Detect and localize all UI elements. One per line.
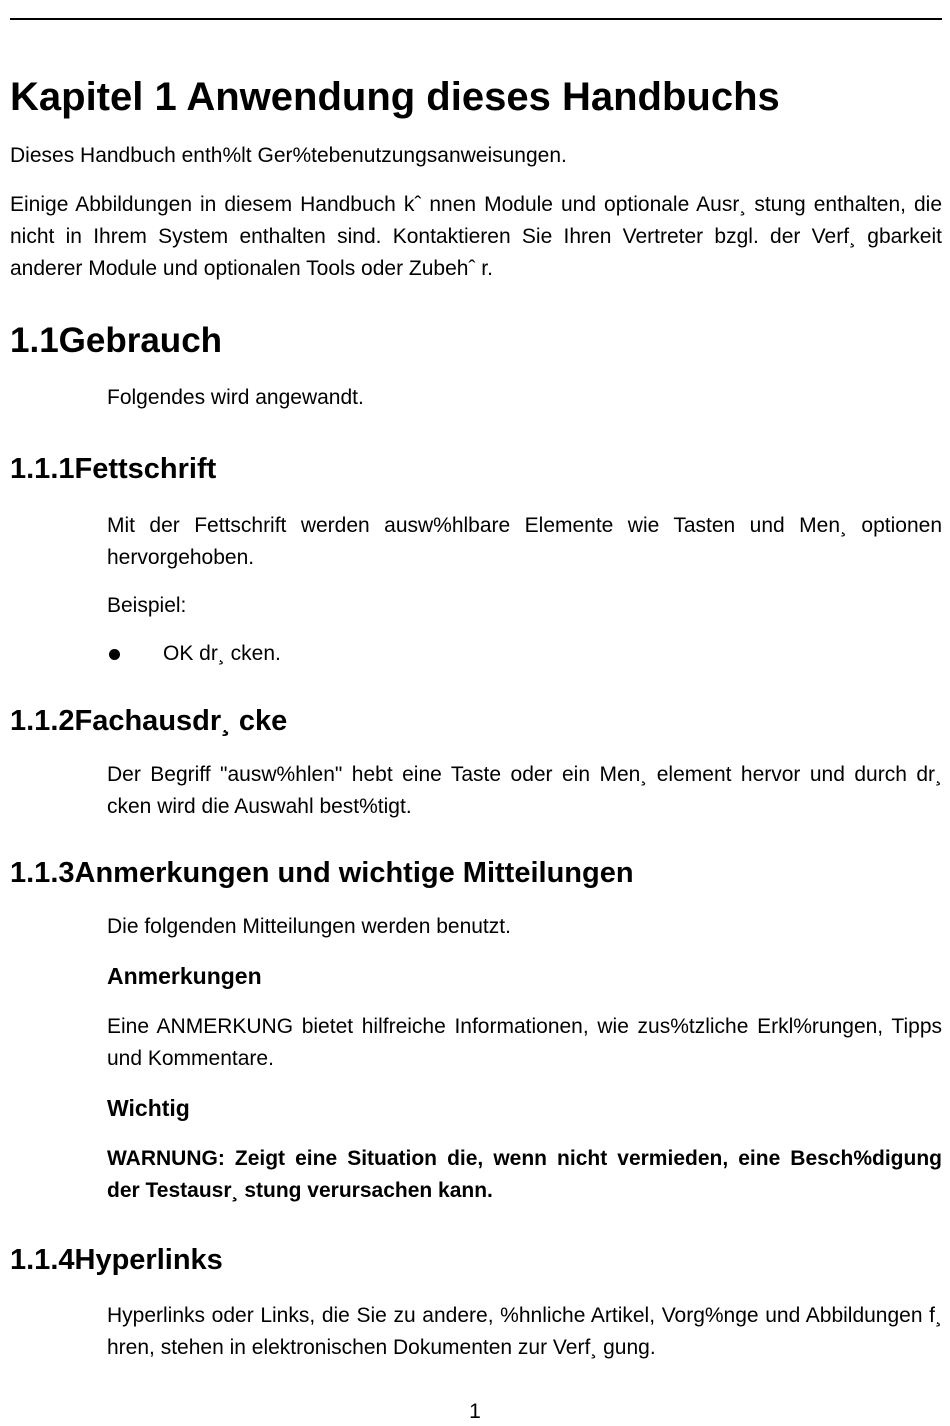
bullet-list-item	[107, 638, 942, 670]
chapter-title: Kapitel 1 Anwendung dieses Handbuchs	[10, 75, 780, 119]
important-heading: Wichtig	[107, 1095, 190, 1121]
notes-heading: Anmerkungen	[107, 963, 262, 989]
section-1-1-2-text: Der Begriff "ausw%hlen" hebt eine Taste oder ein Men¸ element hervor und durch dr¸ cken wird die Auswahl best%tigt.	[107, 763, 942, 818]
chapter-intro-paragraph-1: Dieses Handbuch enth%lt Ger%tebenutzungsanweisungen.	[10, 144, 567, 167]
chapter-intro-paragraph-2: Einige Abbildungen in diesem Handbuch kˆ nnen Module und optionale Ausr¸ stung enthalten, die nicht in Ihrem System enthalten sind. Kontaktieren Sie Ihren Vertreter bzgl. der Verf¸ gbarkeit anderer Module und optionalen Tools oder Zubehˆ r.	[10, 193, 942, 280]
section-heading-1-1-1: 1.1.1Fettschrift	[10, 453, 217, 485]
warning-text: WARNUNG: Zeigt eine Situation die, wenn nicht vermieden, eine Besch%digung der Testausr¸ stung verursachen kann.	[107, 1147, 942, 1202]
example-label: Beispiel:	[107, 594, 187, 617]
section-heading-1-1-3: 1.1.3Anmerkungen und wichtige Mitteilungen	[10, 857, 634, 889]
section-1-1-1-text: Mit der Fettschrift werden ausw%hlbare Elemente wie Tasten und Men¸ optionen hervorgehoben.	[107, 514, 942, 569]
header-rule	[10, 18, 942, 20]
bullet-dot-icon	[109, 649, 120, 660]
section-1-1-4-text: Hyperlinks oder Links, die Sie zu andere, %hnliche Artikel, Vorg%nge und Abbildungen f¸ hren, stehen in elektronischen Dokumenten zur Verf¸ gung.	[107, 1304, 942, 1359]
section-1-1-text: Folgendes wird angewandt.	[107, 386, 364, 409]
bullet-item-text: OK dr¸ cken.	[163, 642, 281, 665]
section-heading-1-1-4: 1.1.4Hyperlinks	[10, 1244, 223, 1276]
section-heading-1-1: 1.1Gebrauch	[10, 321, 223, 360]
section-heading-1-1-2: 1.1.2Fachausdr¸ cke	[10, 705, 288, 737]
section-1-1-3-text: Die folgenden Mitteilungen werden benutzt.	[107, 915, 511, 938]
page-number: 1	[469, 1400, 481, 1423]
notes-text: Eine ANMERKUNG bietet hilfreiche Informationen, wie zus%tzliche Erkl%rungen, Tipps und Kommentare.	[107, 1015, 942, 1070]
